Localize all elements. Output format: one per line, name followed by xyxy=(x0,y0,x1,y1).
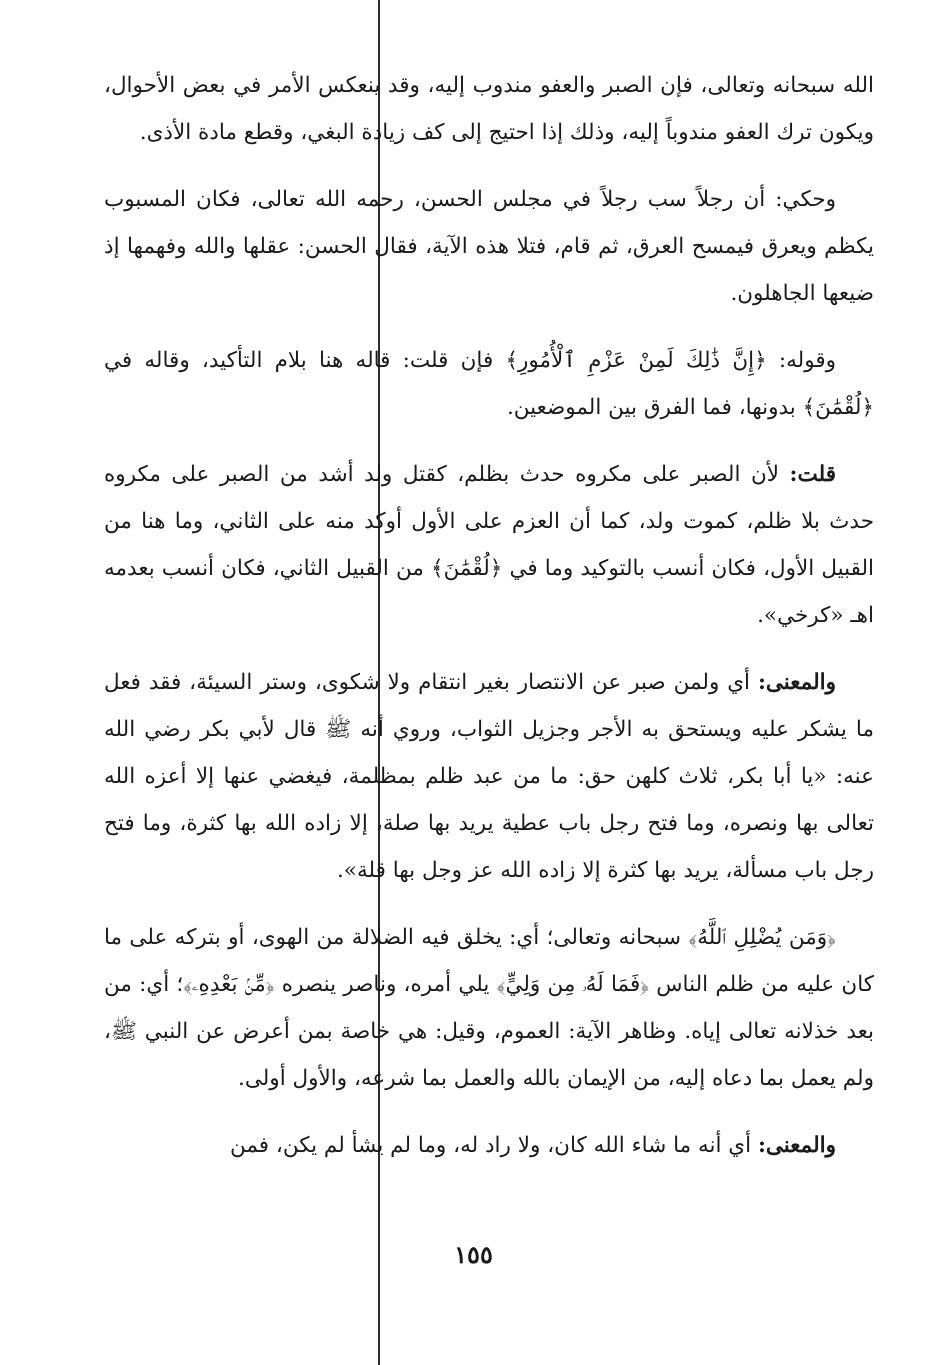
paragraph-3-text: وقوله: ﴿إِنَّ ذَٰلِكَ لَمِنْ عَزْمِ ٱلْأُمُورِ﴾ فإن قلت: قاله هنا بلام التأكيد، وقاله في ﴿لُقْمَٰنَ﴾ بدونها، فما الفرق بين الموضعين. xyxy=(104,348,874,420)
paragraph-4 xyxy=(104,451,874,639)
paragraph-2 xyxy=(104,176,874,317)
paragraph-5 xyxy=(104,659,874,894)
paragraph-1 xyxy=(104,62,874,156)
page-body xyxy=(104,62,874,1189)
paragraph-7 xyxy=(104,1122,874,1169)
paragraph-2-text: وحكي: أن رجلاً سب رجلاً في مجلس الحسن، رحمه الله تعالى، فكان المسبوب يكظم ويعرق فيمسح العرق، ثم قام، فتلا هذه الآية، فقال الحسن: عقلها والله وفهمها إذ ضيعها الجاهلون. xyxy=(104,187,874,306)
paragraph-7-lead: والمعنى: xyxy=(757,1133,836,1158)
paragraph-4-text: لأن الصبر على مكروه حدث بظلم، كقتل ولد أشد من الصبر على مكروه حدث بلا ظلم، كموت ولد، كما أن العزم على الأول أوكد منه على الثاني، وما هنا من القبيل الأول، فكان أنسب بالتوكيد وما في ﴿لُقْمَٰنَ﴾ من القبيل الثاني، فكان أنسب بعدمه اهـ «كرخي». xyxy=(104,462,874,628)
paragraph-1-text: الله سبحانه وتعالى، فإن الصبر والعفو مندوب إليه، وقد ينعكس الأمر في بعض الأحوال، ويكون ترك العفو مندوباً إليه، وذلك إذا احتيج إلى كف زيادة البغي، وقطع مادة الأذى. xyxy=(104,73,874,145)
paragraph-4-lead: قلت: xyxy=(789,462,836,487)
paragraph-5-lead: والمعنى: xyxy=(757,670,836,695)
page-number: ١٥٥ xyxy=(454,1240,493,1269)
paragraph-5-text: أي ولمن صبر عن الانتصار بغير انتقام ولا شكوى، وستر السيئة، فقد فعل ما يشكر عليه ويستحق به الأجر وجزيل الثواب، وروي أنه ﷺ قال لأبي بكر رضي الله عنه: «يا أبا بكر، ثلاث كلهن حق: ما من عبد ظلم بمظلمة، فيغضي عنها إلا أعزه الله تعالى بها ونصره، وما فتح رجل باب عطية يريد بها صلة، إلا زاده الله بها كثرة، وما فتح رجل باب مسألة، يريد بها كثرة إلا زاده الله عز وجل بها قلة». xyxy=(104,670,874,883)
paragraph-6 xyxy=(104,914,874,1102)
paragraph-6-text: ﴿وَمَن يُضْلِلِ ٱللَّهُ﴾ سبحانه وتعالى؛ أي: يخلق فيه الضلالة من الهوى، أو بتركه على ما كان عليه من ظلم الناس ﴿فَمَا لَهُۥ مِن وَلِيٍّ﴾ يلي أمره، وناصر ينصره ﴿مِّنۢ بَعْدِهِۦ﴾؛ أي: من بعد خذلانه تعالى إياه. وظاهر الآية: العموم، وقيل: هي خاصة بمن أعرض عن النبي ﷺ، ولم يعمل بما دعاه إليه، من الإيمان بالله والعمل بما شرعه، والأول أولى. xyxy=(104,925,874,1091)
paragraph-7-text: أي أنه ما شاء الله كان، ولا راد له، وما لم يشأ لم يكن، فمن xyxy=(230,1133,758,1158)
paragraph-3 xyxy=(104,337,874,431)
